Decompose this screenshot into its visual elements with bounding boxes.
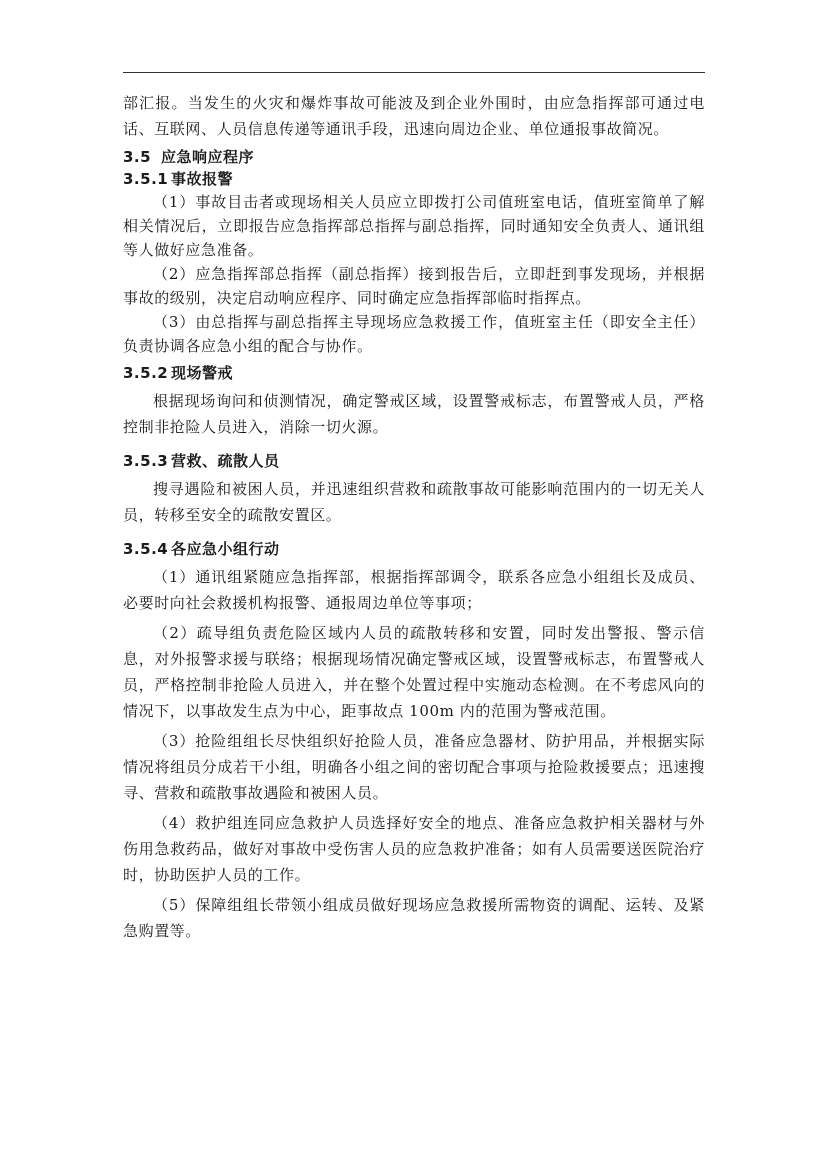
- section-title: 现场警戒: [171, 364, 234, 382]
- section-title: 营救、疏散人员: [171, 452, 280, 470]
- paragraph-3-5-4-item-4: （4）救护组连同应急救护人员选择好安全的地点、准备应急救护相关器材与外伤用急救药品，做好对事故中受伤害人员的应急救护准备；如有人员需要送医院治疗时，协助医护人员的工作。: [123, 814, 705, 884]
- section-heading-3-5-4: [123, 538, 705, 560]
- paragraph-3-5-4-item-2: （2）疏导组负责危险区域内人员的疏散转移和安置，同时发出警报、警示信息，对外报警求援与联络；根据现场情况确定警戒区域，设置警戒标志，布置警戒人员，严格控制非抢险人员进入，并在整个处置过程中实施动态检测。在不考虑风向的情况下，以事故发生点为中心，距事故点 100m 内的范围为警戒范围。: [123, 624, 705, 720]
- paragraph-3-5-3: 搜寻遇险和被困人员，并迅速组织营救和疏散事故可能影响范围内的一切无关人员，转移至安全的疏散安置区。: [123, 480, 705, 524]
- section-number: 3.5.3: [123, 452, 169, 470]
- section-heading-3-5-1: [123, 168, 705, 190]
- paragraph-3-5-1-item-2: （2）应急指挥部总指挥（副总指挥）接到报告后，立即赶到事发现场，并根据事故的级别，决定启动响应程序、同时确定应急指挥部临时指挥点。: [123, 265, 705, 307]
- paragraph-3-5-1-item-3: （3）由总指挥与副总指挥主导现场应急救援工作，值班室主任（即安全主任）负责协调各应急小组的配合与协作。: [123, 313, 705, 355]
- section-heading-3-5: [123, 146, 705, 168]
- paragraph-3-5-2: 根据现场询问和侦测情况，确定警戒区域，设置警戒标志，布置警戒人员，严格控制非抢险人员进入，消除一切火源。: [123, 392, 705, 436]
- section-title: 应急响应程序: [161, 148, 255, 166]
- document-body: [123, 90, 705, 944]
- paragraph-3-5-4-item-3: （3）抢险组组长尽快组织好抢险人员，准备应急器材、防护用品，并根据实际情况将组员分成若干小组，明确各小组之间的密切配合事项与抢险救援要点；迅速搜寻、营救和疏散事故遇险和被困人员。: [123, 732, 705, 802]
- section-title: 事故报警: [171, 170, 234, 188]
- section-number: 3.5.2: [123, 364, 169, 382]
- section-heading-3-5-2: [123, 362, 705, 384]
- section-title: 各应急小组行动: [171, 540, 280, 558]
- section-heading-3-5-3: [123, 450, 705, 472]
- header-rule: [123, 72, 705, 73]
- section-number: 3.5.1: [123, 170, 169, 188]
- paragraph-3-5-4-item-1: （1）通讯组紧随应急指挥部，根据指挥部调令，联系各应急小组组长及成员、必要时向社会救援机构报警、通报周边单位等事项；: [123, 568, 705, 612]
- section-number: 3.5: [123, 148, 152, 166]
- paragraph-intro: 部汇报。当发生的火灾和爆炸事故可能波及到企业外围时，由应急指挥部可通过电话、互联网、人员信息传递等通讯手段，迅速向周边企业、单位通报事故简况。: [123, 94, 705, 138]
- paragraph-3-5-1-item-1: （1）事故目击者或现场相关人员应立即拨打公司值班室电话，值班室简单了解相关情况后，立即报告应急指挥部总指挥与副总指挥，同时通知安全负责人、通讯组等人做好应急准备。: [123, 193, 705, 259]
- section-number: 3.5.4: [123, 540, 169, 558]
- paragraph-3-5-4-item-5: （5）保障组组长带领小组成员做好现场应急救援所需物资的调配、运转、及紧急购置等。: [123, 896, 705, 940]
